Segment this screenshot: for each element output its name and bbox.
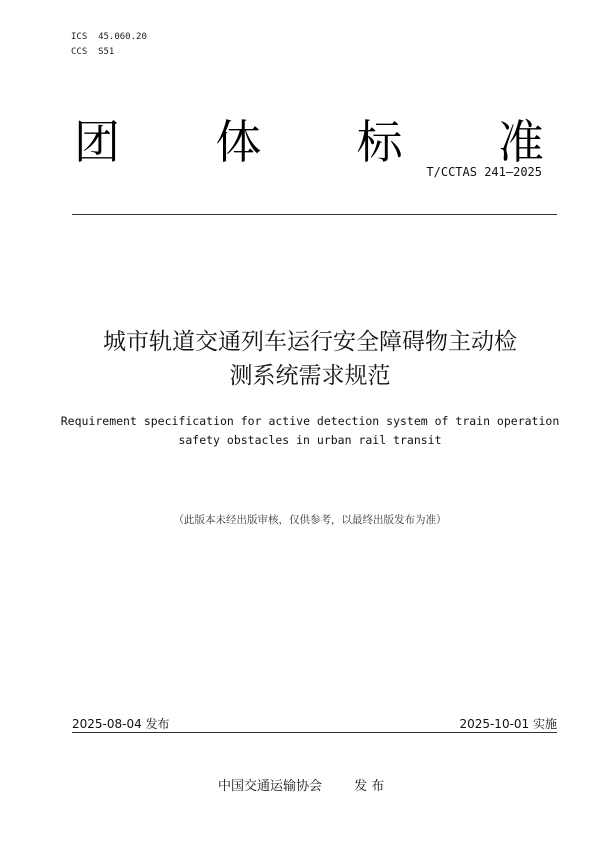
draft-note: （此版本未经出版审核，仅供参考，以最终出版发布为准） (173, 514, 447, 526)
english-title-line: safety obstacles in urban rail transit (178, 433, 442, 447)
ccs-code: CCS S51 (71, 47, 115, 57)
chinese-title (40, 325, 580, 393)
implement-date: 2025-10-01 实施 (459, 717, 557, 731)
ics-code: ICS 45.060.20 (71, 32, 147, 42)
publish-date: 2025-08-04 发布 (72, 717, 170, 731)
chinese-title-line: 城市轨道交通列车运行安全障碍物主动检 (103, 329, 517, 355)
standard-type-char: 团 (74, 115, 120, 169)
english-title (40, 412, 580, 450)
standard-type-char: 体 (215, 115, 262, 169)
standard-type-char: 准 (497, 115, 544, 169)
bottom-divider (72, 732, 557, 733)
standard-type-heading (74, 112, 544, 172)
english-title-line: Requirement specification for active detection system of train operation (60, 414, 560, 428)
top-divider (72, 214, 557, 215)
standard-type-char: 标 (356, 115, 403, 169)
publisher-name: 中国交通运输协会 (218, 779, 323, 794)
classification-codes (71, 30, 147, 60)
publisher-line (218, 775, 384, 794)
publisher-action: 发 布 (354, 779, 385, 794)
chinese-title-line: 测系统需求规范 (229, 363, 391, 389)
standard-number: T/CCTAS 241—2025 (426, 165, 542, 179)
